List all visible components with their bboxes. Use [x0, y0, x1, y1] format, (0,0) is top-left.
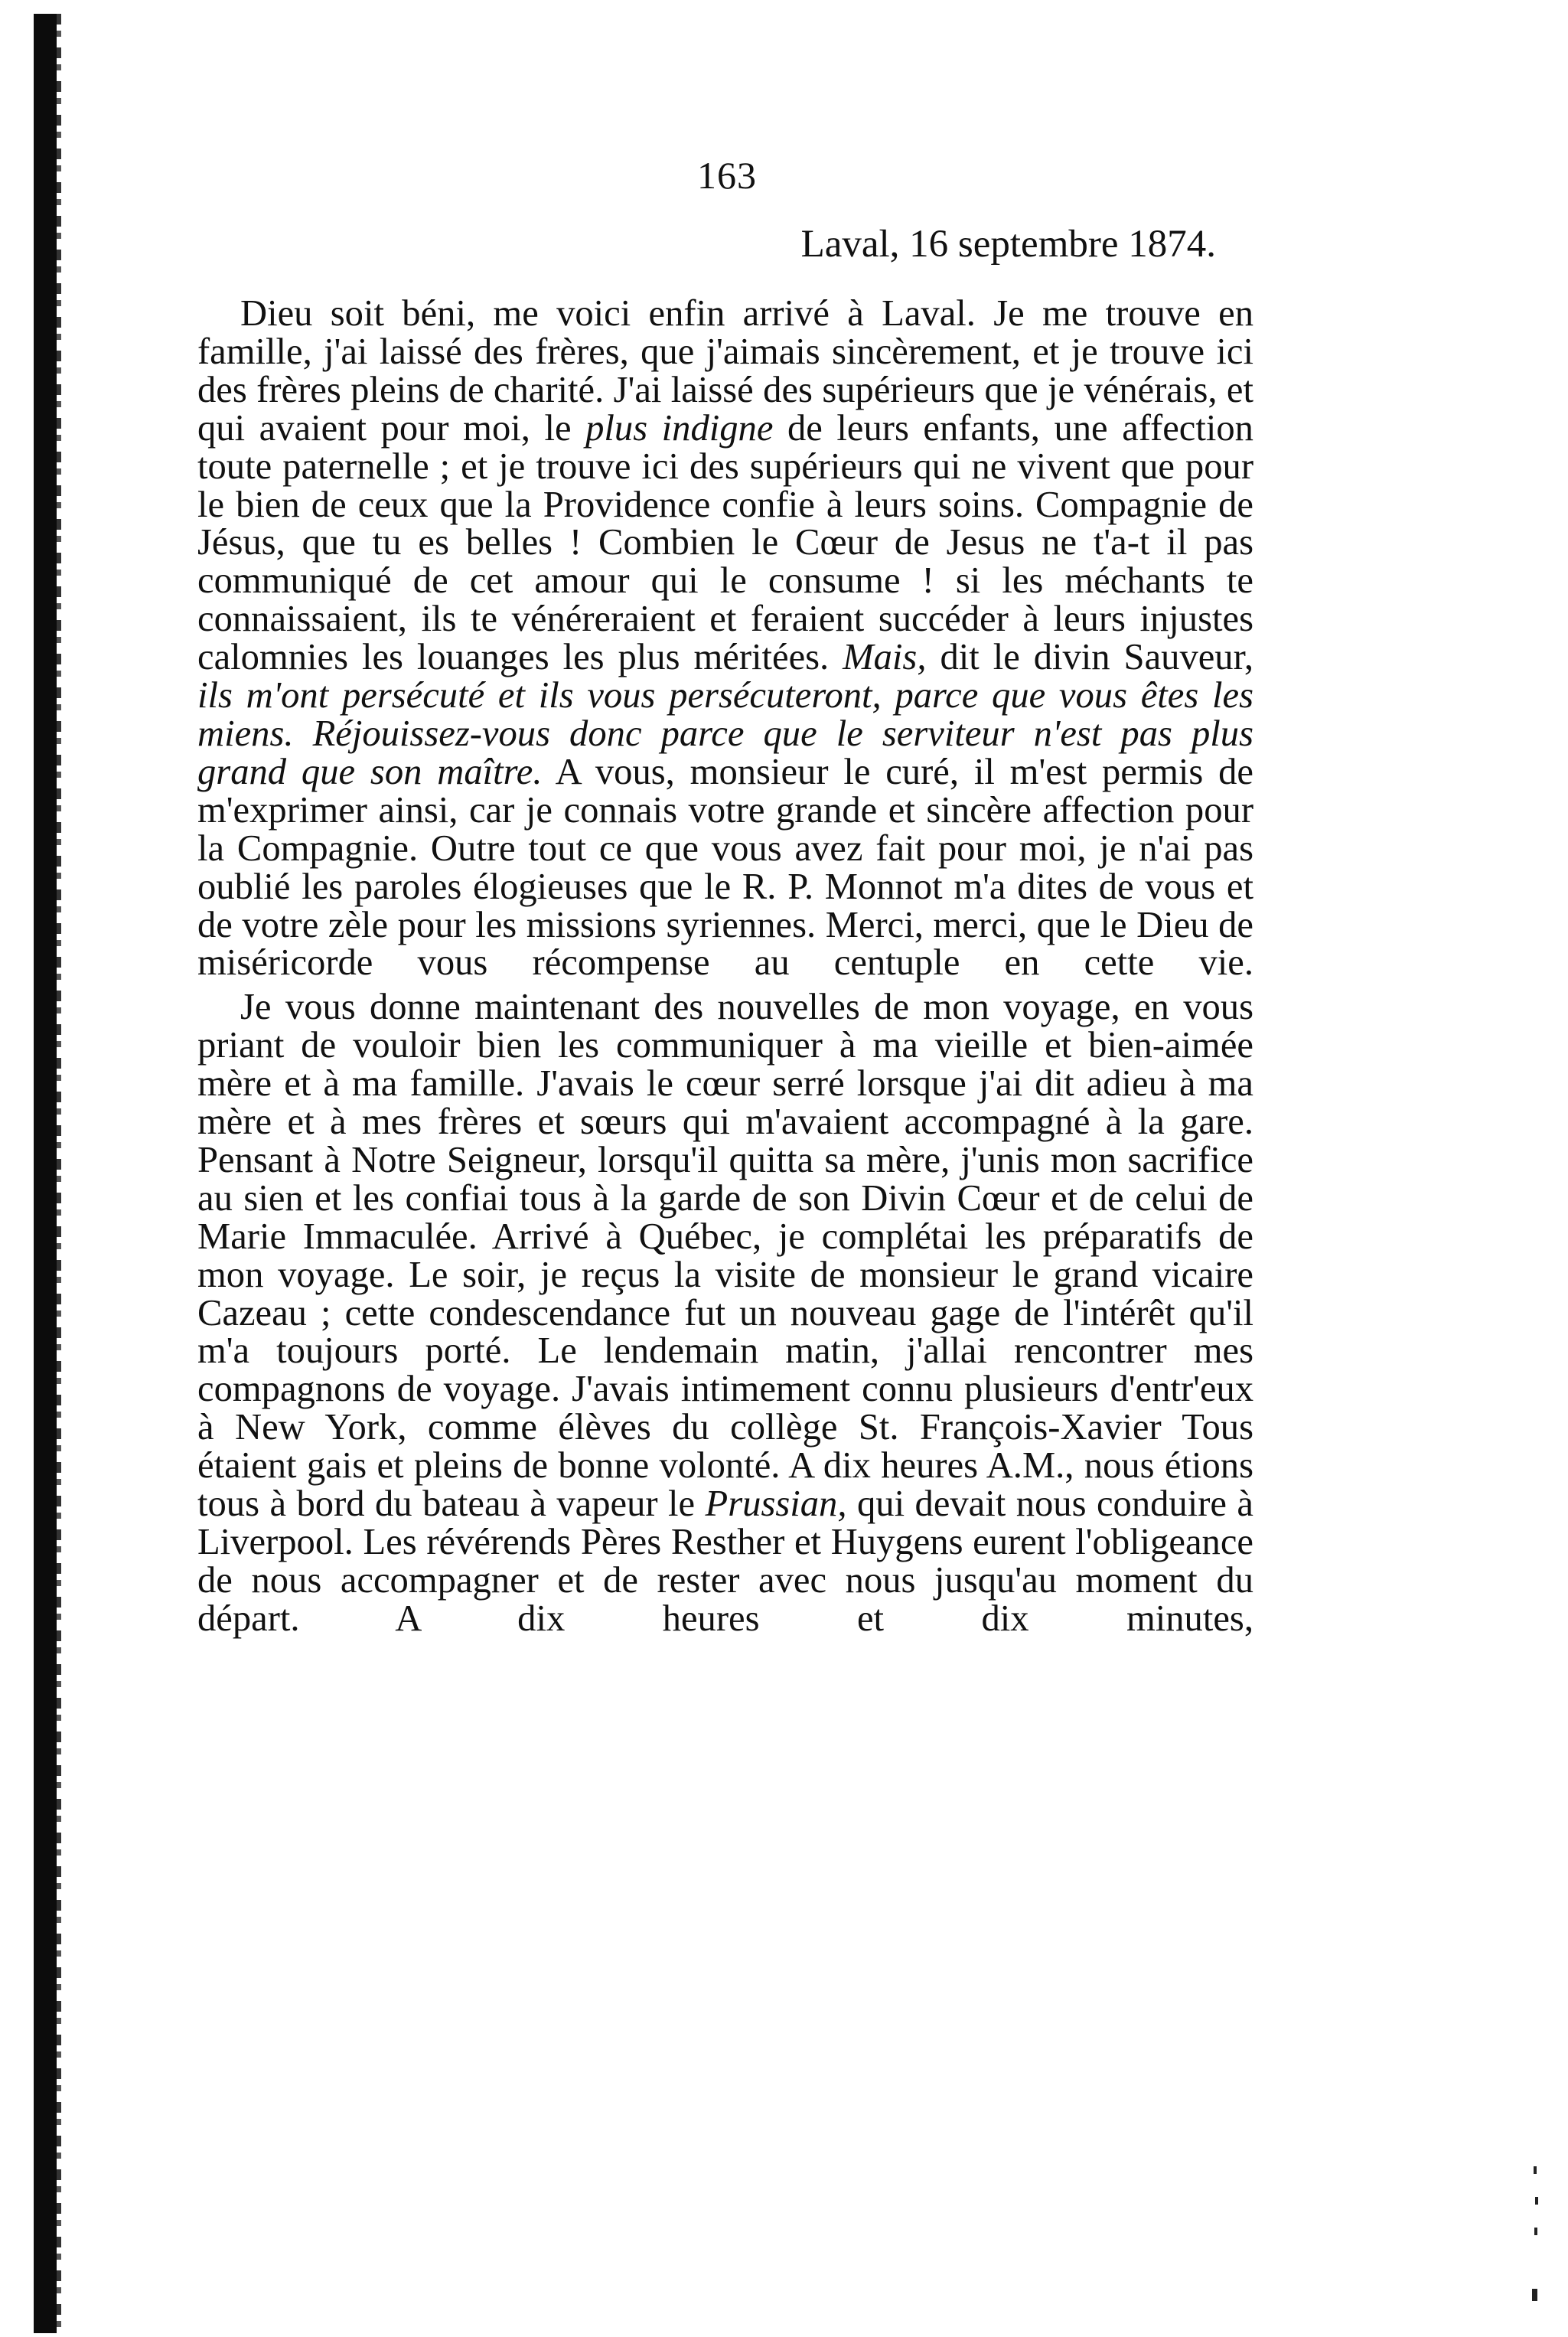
para2-start: Je vous donne maintenant des nouvelles de mon voyage, en vous priant de vouloir bien les communiquer à ma vieille et bien-aimée mère et à ma famille. J'avais le cœur serré lorsque j'ai dit adieu à ma mère et à mes frères et sœurs qui m'avaient accompagné à la gare. Pensant à Notre Seigneur, lorsqu'il quitta sa mère, j'unis mon sacrifice au sien et les confiai tous à la garde de son Divin Cœur et de celui de Marie Immaculée. Arrivé à Québec, je complétai les préparatifs de mon voyage. Le soir, je reçus la visite de monsieur le grand vicaire Cazeau ; cette condescendance fut un nouveau gage de l'intérêt qu'il m'a toujours porté. Le lendemain matin, j'allai rencontrer mes compagnons de voyage. J'avais intimement connu plusieurs d'entr'eux à New York, comme élèves du collège St. François-Xavier Tous étaient gais et pleins de bonne volonté. A dix heures A.M., nous étions tous à bord du bateau à vapeur le [197, 986, 1253, 1525]
margin-scan-marks [1531, 2166, 1546, 2319]
para2-ship-name: Prussian, [705, 1483, 847, 1525]
book-binding-edge [34, 14, 57, 2333]
paragraph-1 [197, 292, 1253, 984]
scan-mark [1534, 2166, 1537, 2174]
para1-middle: de leurs enfants, une affection toute paternelle ; et je trouve ici des supérieurs qui ne vivent que pour le bien de ceux que la Providence confie à leurs soins. Compagnie de Jésus, que tu es belles ! Combien le Cœur de Jesus ne t'a-t il pas communiqué de cet amour qui le consume ! si les méchants te connaissaient, ils te vénéreraient et feraient succéder à leurs injustes calomnies les louanges les plus méritées. [197, 406, 1253, 678]
para1-end: A vous, monsieur le curé, il m'est permis de m'exprimer ainsi, car je connais votre grande et sincère affection pour la Compagnie. Outre tout ce que vous avez fait pour moi, je n'ai pas oublié les paroles élogieuses que le R. P. Monnot m'a dites de vous et de votre zèle pour les missions syriennes. Merci, merci, que le Dieu de miséricorde vous récompense au centuple en cette vie. [197, 750, 1253, 984]
para1-emphasis-1: plus indigne [585, 406, 774, 449]
para1-scripture-quote: ils m'ont persécuté et ils vous persécuteront, parce que vous êtes les miens. Réjouissez-vous donc parce que le serviteur n'est pas plus grand que son maître. [197, 674, 1253, 792]
scan-mark [1535, 2197, 1538, 2205]
letter-body [197, 292, 1253, 1639]
paragraph-2 [197, 988, 1253, 1637]
para1-emphasis-2: Mais, [843, 636, 927, 678]
letter-dateline: Laval, 16 septembre 1874. [800, 223, 1216, 266]
para1-middle-2: dit le divin Sauveur, [926, 636, 1253, 678]
para2-end: qui devait nous conduire à Liverpool. Les révérends Pères Resther et Huygens eurent l'obligeance de nous accompagner et de rester avec nous jusqu'au moment du départ. A dix heures et dix minutes, [197, 1483, 1253, 1639]
scan-mark [1534, 2228, 1537, 2235]
scan-mark [1532, 2289, 1537, 2301]
page-number: 163 [697, 154, 757, 197]
para1-intro: Dieu soit béni, me voici enfin arrivé à Laval. Je me trouve en famille, j'ai laissé des frères, que j'aimais sincèrement, et je trouve ici des frères pleins de charité. J'ai laissé des supérieurs que je vénérais, et qui avaient pour moi, le [197, 292, 1253, 449]
